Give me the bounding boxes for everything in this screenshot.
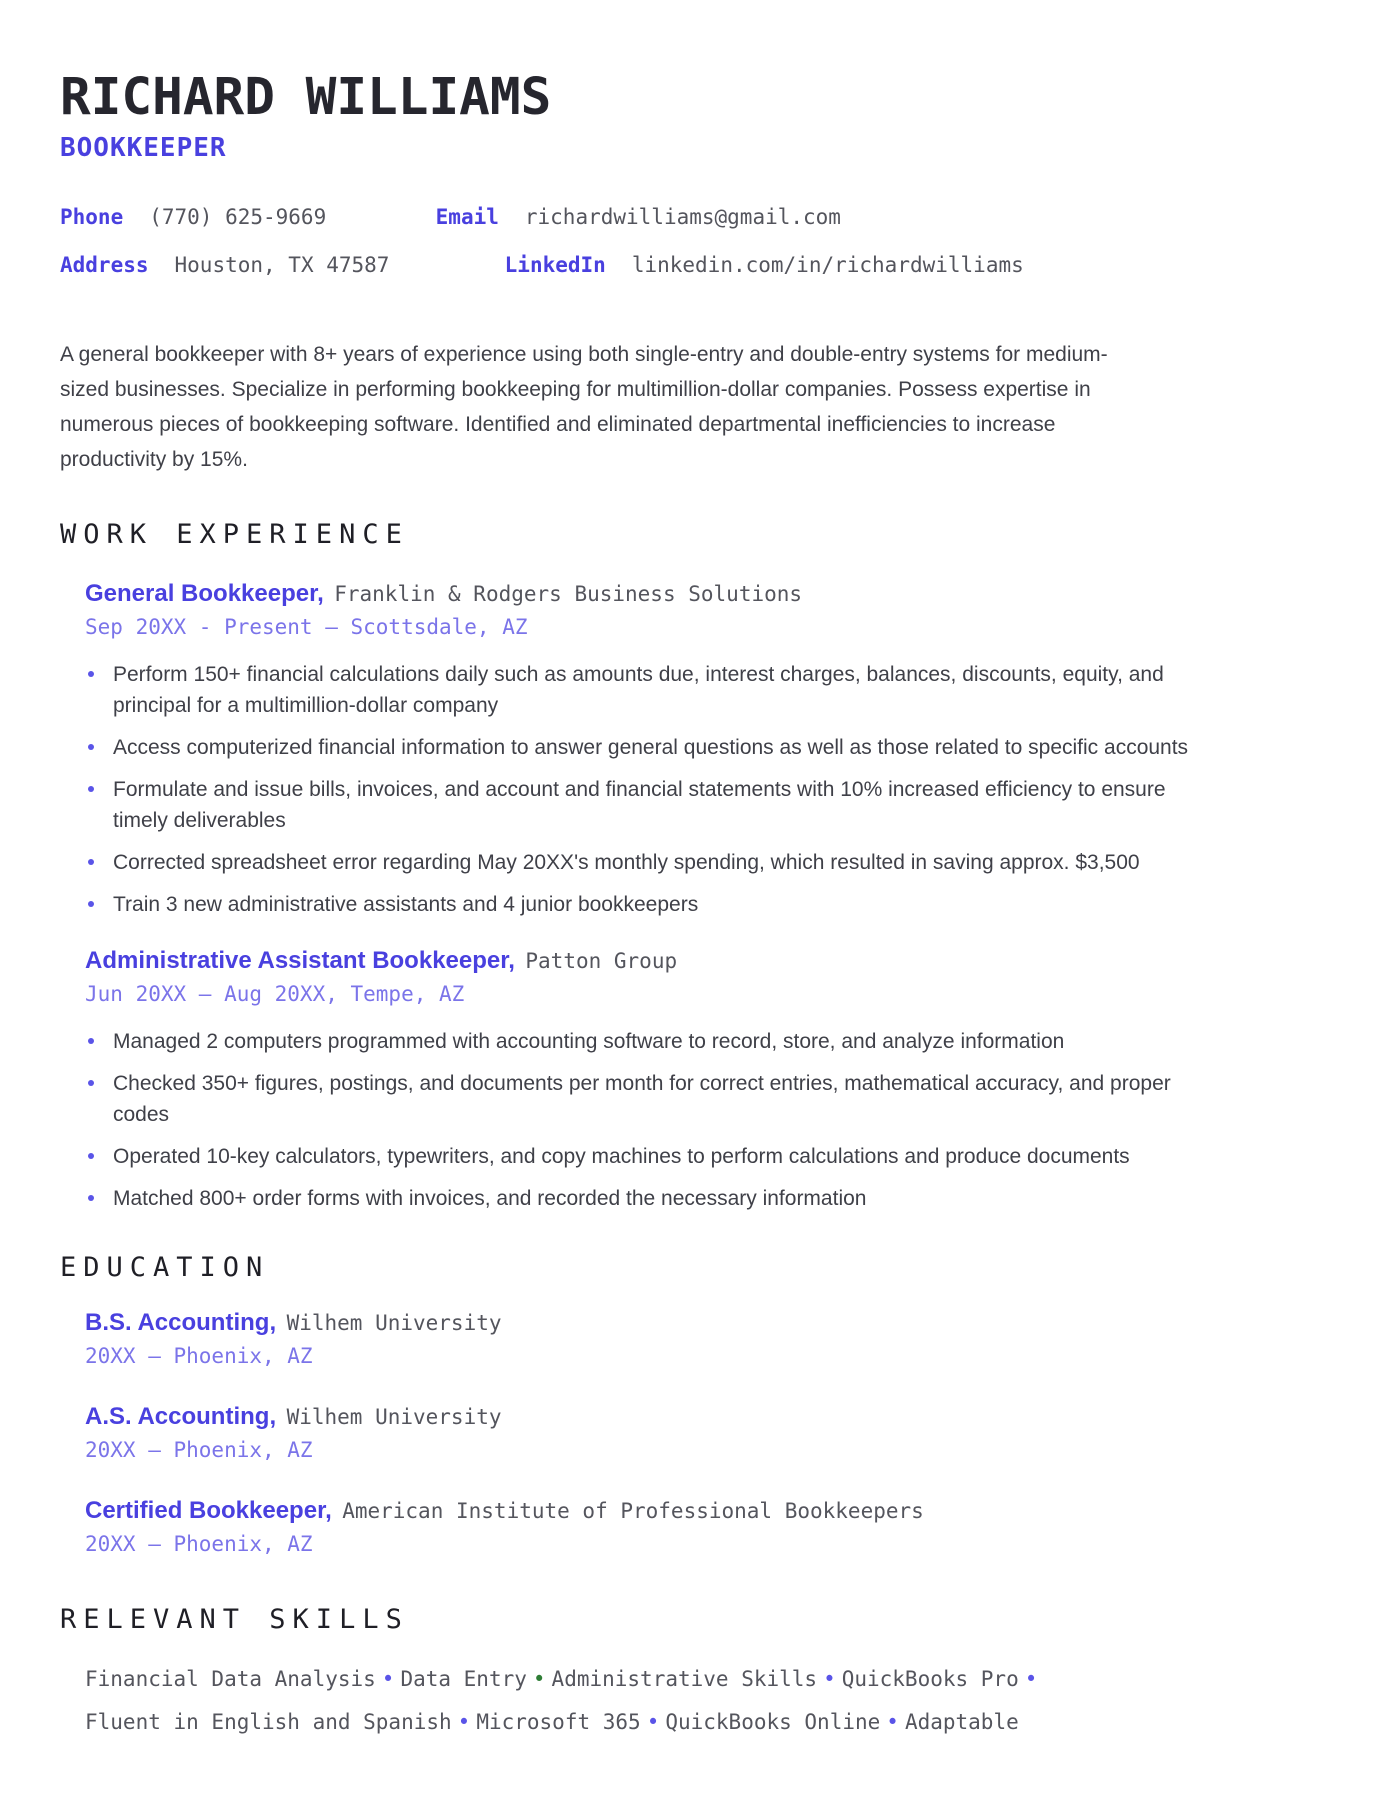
education-3-degree: Certified Bookkeeper, bbox=[85, 1497, 332, 1524]
work-experience-heading: WORK EXPERIENCE bbox=[60, 519, 409, 550]
skill-item: Financial Data Analysis bbox=[85, 1667, 376, 1691]
skill-item: Fluent in English and Spanish bbox=[85, 1710, 452, 1734]
education-3-dates: 20XX — Phoenix, AZ bbox=[85, 1532, 313, 1556]
education-2-school: Wilhem University bbox=[286, 1405, 502, 1429]
job-bullet: Checked 350+ figures, postings, and documents per month for correct entries, mathematical accuracy, and proper codes bbox=[85, 1068, 1205, 1130]
job-bullet: Operated 10-key calculators, typewriters, and copy machines to perform calculations and produce documents bbox=[85, 1141, 1205, 1172]
job-entry-1 bbox=[85, 579, 1345, 920]
education-2-headline bbox=[85, 1402, 1345, 1432]
job-2-bullets bbox=[85, 1026, 1345, 1214]
job-bullet: Train 3 new administrative assistants and 4 junior bookkeepers bbox=[85, 889, 1205, 920]
education-2-dates: 20XX — Phoenix, AZ bbox=[85, 1438, 313, 1462]
skill-separator-dot: • bbox=[457, 1710, 471, 1734]
address-pair bbox=[60, 253, 492, 277]
candidate-name: RICHARD WILLIAMS bbox=[60, 68, 552, 127]
skill-item: QuickBooks Online bbox=[665, 1710, 881, 1734]
phone-pair bbox=[60, 205, 423, 229]
education-2-degree: A.S. Accounting, bbox=[85, 1403, 277, 1430]
work-entries bbox=[85, 579, 1345, 1214]
job-2-company: Patton Group bbox=[525, 949, 678, 973]
resume-header bbox=[60, 68, 1345, 277]
job-1-bullets bbox=[85, 659, 1345, 920]
phone-label: Phone bbox=[60, 205, 124, 229]
job-1-company: Franklin & Rodgers Business Solutions bbox=[334, 582, 803, 606]
job-1-dates: Sep 20XX - Present — Scottsdale, AZ bbox=[85, 615, 528, 639]
education-entries bbox=[85, 1308, 1345, 1556]
education-1-dates: 20XX — Phoenix, AZ bbox=[85, 1344, 313, 1368]
education-1-school: Wilhem University bbox=[286, 1311, 502, 1335]
contact-row-2 bbox=[60, 253, 1345, 277]
phone-value: (770) 625-9669 bbox=[149, 205, 327, 229]
skill-separator-dot: • bbox=[646, 1710, 660, 1734]
job-2-dates: Jun 20XX — Aug 20XX, Tempe, AZ bbox=[85, 982, 465, 1006]
address-value: Houston, TX 47587 bbox=[174, 253, 390, 277]
skill-separator-dot: • bbox=[886, 1710, 899, 1734]
job-2-headline bbox=[85, 946, 1345, 976]
education-entry-1 bbox=[85, 1308, 1345, 1368]
skill-separator-dot: • bbox=[381, 1667, 395, 1691]
address-label: Address bbox=[60, 253, 149, 277]
job-bullet: Managed 2 computers programmed with accounting software to record, store, and analyze information bbox=[85, 1026, 1205, 1057]
work-experience-section bbox=[60, 519, 1345, 1214]
job-bullet: Matched 800+ order forms with invoices, and recorded the necessary information bbox=[85, 1183, 1205, 1214]
skills-section bbox=[60, 1604, 1345, 1744]
contact-info bbox=[60, 205, 1345, 277]
education-1-degree: B.S. Accounting, bbox=[85, 1309, 277, 1336]
skill-item: QuickBooks Pro bbox=[841, 1667, 1019, 1691]
job-bullet: Formulate and issue bills, invoices, and account and financial statements with 10% increased efficiency to ensure timely deliverables bbox=[85, 774, 1205, 836]
education-1-headline bbox=[85, 1308, 1345, 1338]
job-bullet: Access computerized financial information to answer general questions as well as those related to specific accounts bbox=[85, 732, 1205, 763]
education-entry-2 bbox=[85, 1402, 1345, 1462]
job-entry-2 bbox=[85, 946, 1345, 1214]
skill-item: Administrative Skills bbox=[551, 1667, 818, 1691]
candidate-role: BOOKKEEPER bbox=[60, 133, 227, 163]
skill-separator-dot: • bbox=[823, 1667, 836, 1691]
skill-item: Data Entry bbox=[400, 1667, 527, 1691]
skills-heading: RELEVANT SKILLS bbox=[60, 1604, 409, 1635]
linkedin-pair bbox=[505, 253, 1024, 277]
job-bullet: Perform 150+ financial calculations daily such as amounts due, interest charges, balances, discounts, equity, and principal for a multimillion-dollar company bbox=[85, 659, 1205, 721]
skill-separator-dot: • bbox=[532, 1667, 546, 1691]
education-section bbox=[60, 1252, 1345, 1556]
professional-summary: A general bookkeeper with 8+ years of experience using both single-entry and double-entry systems for medium-sized businesses. Specialize in performing bookkeeping for multimillion-dollar companies. Possess expertise in numerous pieces of bookkeeping software. Identified and eliminated departmental inefficiencies to increase productivity by 15%. bbox=[60, 343, 1108, 471]
email-pair bbox=[436, 205, 841, 229]
education-3-school: American Institute of Professional Bookkeepers bbox=[342, 1499, 924, 1523]
linkedin-label: LinkedIn bbox=[504, 253, 606, 277]
skill-separator-dot: • bbox=[1024, 1667, 1038, 1691]
contact-row-1 bbox=[60, 205, 1345, 229]
skills-list bbox=[85, 1658, 1345, 1744]
education-3-headline bbox=[85, 1496, 1345, 1526]
email-label: Email bbox=[435, 205, 499, 229]
job-2-title: Administrative Assistant Bookkeeper, bbox=[85, 947, 515, 974]
linkedin-value: linkedin.com/in/richardwilliams bbox=[631, 253, 1024, 277]
skill-item: Adaptable bbox=[904, 1710, 1019, 1734]
education-entry-3 bbox=[85, 1496, 1345, 1556]
job-bullet: Corrected spreadsheet error regarding May 20XX's monthly spending, which resulted in saving approx. $3,500 bbox=[85, 847, 1205, 878]
skill-item: Microsoft 365 bbox=[476, 1710, 641, 1734]
email-value: richardwilliams@gmail.com bbox=[524, 205, 841, 229]
education-heading: EDUCATION bbox=[60, 1252, 270, 1283]
job-1-title: General Bookkeeper, bbox=[85, 580, 324, 607]
job-1-headline bbox=[85, 579, 1345, 609]
